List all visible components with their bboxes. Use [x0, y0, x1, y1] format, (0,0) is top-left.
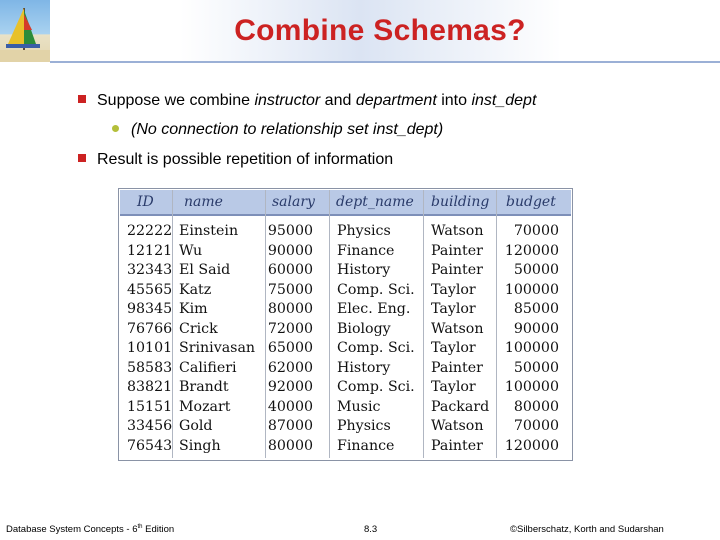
table-cell: 76543 [127, 437, 173, 454]
column-salary [267, 222, 313, 456]
table-cell: 83821 [127, 379, 173, 395]
table-cell: Finance [337, 242, 395, 259]
table-cell: 100000 [504, 340, 559, 356]
table-cell: Crick [179, 320, 218, 337]
table-cell: Elec. Eng. [337, 301, 411, 317]
table-cell: Painter [431, 262, 483, 278]
table-cell: Music [337, 398, 381, 415]
column-header-dept-name: dept_name [336, 194, 414, 210]
table-cell: 90000 [267, 242, 313, 259]
table-cell: El Said [179, 262, 231, 278]
table-cell: Finance [337, 437, 395, 454]
column-id [127, 222, 173, 456]
table-cell: 45565 [127, 281, 173, 298]
table-cell: 50000 [513, 262, 559, 278]
table-cell: Comp. Sci. [337, 281, 415, 298]
table-cell: 15151 [127, 398, 173, 415]
table-cell: 80000 [267, 301, 313, 317]
round-bullet-icon [112, 125, 119, 132]
table-cell: Watson [431, 418, 484, 434]
slide-title: Combine Schemas? [234, 14, 526, 47]
table-cell: Physics [337, 223, 391, 239]
table-cell: Brandt [179, 379, 229, 395]
table-cell: 92000 [267, 379, 313, 395]
table-cell: 65000 [267, 340, 313, 356]
table-cell: 58583 [127, 359, 173, 376]
square-bullet-icon [78, 154, 86, 162]
table-cell: Einstein [179, 223, 239, 239]
column-name [179, 222, 263, 456]
table-cell: 80000 [513, 398, 559, 415]
table-cell: Painter [431, 242, 483, 259]
sub-bullet-no-connection: (No connection to relationship set inst_dept) [112, 121, 443, 139]
table-cell: Watson [431, 223, 484, 239]
table-cell: 60000 [267, 262, 313, 278]
table-cell: 62000 [267, 359, 313, 376]
table-cell: 33456 [127, 418, 173, 434]
table-cell: 98345 [127, 301, 173, 317]
table-cell: 100000 [504, 281, 559, 298]
table-cell: 80000 [267, 437, 313, 454]
column-building [431, 222, 493, 456]
title-divider [50, 61, 720, 63]
table-cell: 50000 [513, 359, 559, 376]
table-cell: 87000 [267, 418, 313, 434]
table-cell: Taylor [431, 379, 476, 395]
table-cell: Katz [179, 281, 212, 298]
column-budget [499, 222, 559, 456]
square-bullet-icon [78, 95, 86, 103]
column-header-building: building [431, 194, 490, 210]
table-cell: Comp. Sci. [337, 340, 415, 356]
table-cell: History [337, 359, 391, 376]
table-cell: 85000 [513, 301, 559, 317]
table-cell: Taylor [431, 281, 476, 298]
bullet-result: Result is possible repetition of information [78, 151, 393, 169]
footer-book-title: Database System Concepts - 6th Edition [6, 524, 175, 536]
table-cell: 76766 [127, 320, 173, 337]
table-cell: 120000 [504, 437, 559, 454]
table-cell: Taylor [431, 340, 476, 356]
table-cell: Comp. Sci. [337, 379, 415, 395]
footer-copyright: ©Silberschatz, Korth and Sudarshan [510, 524, 664, 535]
column-header-id: ID [137, 194, 154, 210]
table-cell: Singh [179, 437, 221, 454]
table-cell: Srinivasan [179, 340, 256, 356]
table-cell: Painter [431, 437, 483, 454]
table-cell: 70000 [513, 223, 559, 239]
table-cell: 95000 [267, 223, 313, 239]
column-header-salary: salary [272, 194, 315, 210]
inst-dept-table [118, 188, 573, 461]
table-cell: Mozart [179, 398, 231, 415]
table-cell: 22222 [127, 223, 173, 239]
column-dept-name [337, 222, 421, 456]
table-cell: Physics [337, 418, 391, 434]
table-cell: 12121 [127, 242, 173, 259]
table-cell: Watson [431, 320, 484, 337]
bullet-combine: Suppose we combine instructor and department into inst_dept [78, 92, 536, 110]
table-cell: Taylor [431, 301, 476, 317]
table-cell: Biology [337, 320, 391, 337]
table-cell: 90000 [513, 320, 559, 337]
table-cell: Gold [179, 418, 213, 434]
table-cell: 100000 [504, 379, 559, 395]
table-cell: Packard [431, 398, 490, 415]
table-cell: 10101 [127, 340, 173, 356]
table-cell: Kim [179, 301, 208, 317]
table-cell: 120000 [504, 242, 559, 259]
table-cell: 70000 [513, 418, 559, 434]
table-cell: Painter [431, 359, 483, 376]
table-cell: 40000 [267, 398, 313, 415]
table-cell: 75000 [267, 281, 313, 298]
table-cell: 72000 [267, 320, 313, 337]
table-cell: Wu [179, 242, 203, 259]
table-cell: History [337, 262, 391, 278]
table-cell: 32343 [127, 262, 173, 278]
table-cell: Califieri [179, 359, 237, 376]
column-header-budget: budget [506, 194, 556, 210]
footer-page-number: 8.3 [364, 524, 378, 535]
column-header-name: name [184, 194, 223, 210]
